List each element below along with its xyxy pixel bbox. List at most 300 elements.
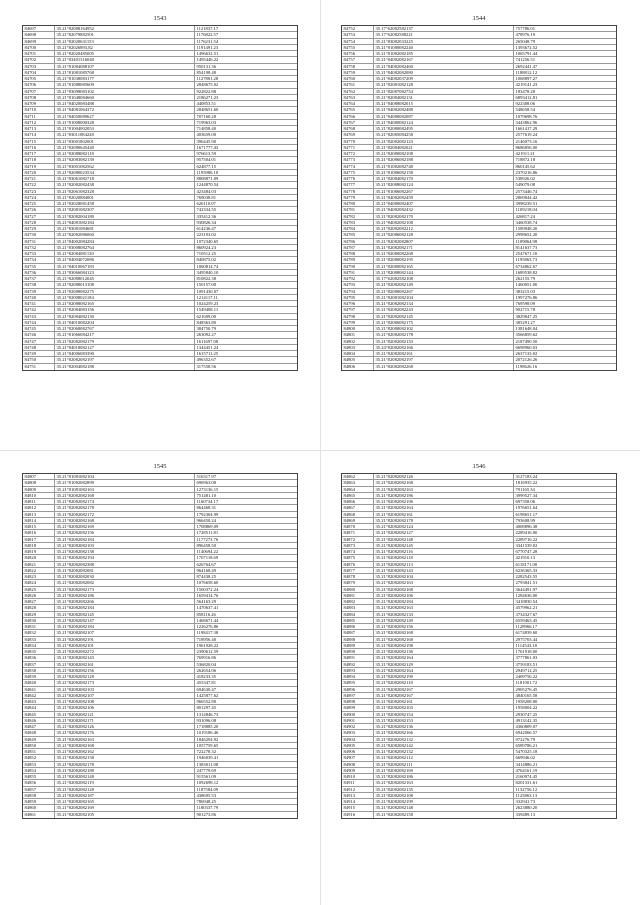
coordinate-cell: 35.21°82082082199 <box>374 674 514 679</box>
value-cell: 4008896.38 <box>515 524 538 529</box>
value-cell: 6942066.57 <box>515 730 538 736</box>
value-cell: 1997276.86 <box>515 294 538 300</box>
coordinate-cell: 35.21°82082082154 <box>374 712 514 717</box>
value-cell: 4840165.58 <box>515 692 538 698</box>
row-id-cell: 84857 <box>23 787 55 792</box>
row-id-cell: 84724 <box>23 195 55 200</box>
row-id-cell: 84845 <box>23 712 55 717</box>
row-id-cell: 84697 <box>23 26 55 31</box>
row-id-cell: 84698 <box>23 32 55 37</box>
value-cell: 1195986.10 <box>196 169 219 175</box>
value-cell: 2623880.20 <box>515 805 538 811</box>
value-cell: 922822.88 <box>196 88 217 94</box>
value-cell: 421910.13 <box>515 555 536 561</box>
value-cell: 854198.48 <box>196 69 217 75</box>
coordinate-cell: 35.21°84080082407 <box>374 201 514 206</box>
value-cell: 1072340.65 <box>196 238 219 244</box>
coordinate-cell: 35.21°82082082173 <box>55 680 195 685</box>
coordinate-cell: 35.21°82082082108 <box>55 699 195 704</box>
coordinate-cell: 35.21°82082082184 <box>55 537 195 542</box>
row-id-cell: 84729 <box>23 226 55 231</box>
row-id-cell: 84767 <box>342 120 374 125</box>
row-id-cell: 84806 <box>342 364 374 370</box>
value-cell: 1060814.74 <box>196 263 219 269</box>
value-cell: 1092698.12 <box>196 780 219 786</box>
value-cell: 1728511.81 <box>196 530 219 536</box>
row-id-cell: 84753 <box>342 32 374 37</box>
value-cell: 2187490.50 <box>515 338 538 344</box>
coordinate-cell: 35.21°82082082118 <box>374 680 514 685</box>
value-cell: 1244870.54 <box>196 182 219 188</box>
coordinate-cell: 35.21°82082082163 <box>374 487 514 492</box>
row-id-cell: 84748 <box>23 345 55 350</box>
row-id-cell: 84795 <box>342 295 374 300</box>
row-id-cell: 84740 <box>23 295 55 300</box>
coordinate-cell: 35.21°82082082163 <box>374 780 514 785</box>
row-id-cell: 84870 <box>342 524 374 529</box>
row-id-cell: 84881 <box>342 593 374 598</box>
row-id-cell: 84717 <box>23 151 55 156</box>
row-id-cell: 84891 <box>342 655 374 660</box>
data-table <box>341 473 617 819</box>
value-cell: 696963.08 <box>196 480 217 486</box>
value-cell: 1659414.76 <box>196 592 219 598</box>
coordinate-cell: 35.21°83008082764 <box>55 245 195 250</box>
row-id-cell: 84739 <box>23 289 55 294</box>
row-id-cell: 84879 <box>342 580 374 585</box>
value-cell: 2409756.22 <box>515 674 538 679</box>
value-cell: 1132756.12 <box>515 786 538 792</box>
row-id-cell: 84711 <box>23 114 55 119</box>
coordinate-cell: 35.21°82082082178 <box>374 332 514 337</box>
value-cell: 1187584.09 <box>196 786 219 792</box>
coordinate-cell: 35.21°82082082103 <box>55 687 195 692</box>
coordinate-cell: 35.21°82004082188 <box>55 364 195 370</box>
coordinate-cell: 35.21°82082082132 <box>374 737 514 742</box>
value-cell: 2949712.25 <box>515 667 538 673</box>
value-cell: 1180337.79 <box>196 805 219 811</box>
row-id-cell: 84751 <box>23 364 55 370</box>
coordinate-cell: 35.21°82020631153 <box>55 39 195 44</box>
coordinate-cell: 35.21°82088082165 <box>55 301 195 306</box>
row-id-cell: 84894 <box>342 674 374 679</box>
coordinate-cell: 35.21°82082082082 <box>55 580 195 585</box>
coordinate-cell: 35.21°82082082268 <box>374 364 514 370</box>
value-cell: 8686856.00 <box>515 144 538 150</box>
coordinate-cell: 35.21°82082082184 <box>55 605 195 610</box>
row-id-cell: 84895 <box>342 680 374 685</box>
row-id-cell: 84713 <box>23 126 55 131</box>
value-cell: 335412.36 <box>196 213 217 219</box>
value-cell: 1344451.24 <box>196 344 219 350</box>
coordinate-cell: 35.21°81088085609 <box>55 82 195 87</box>
row-id-cell: 84800 <box>342 326 374 331</box>
coordinate-cell: 35.21°82028081458 <box>55 201 195 206</box>
value-cell: 742334.55 <box>196 207 217 213</box>
row-id-cell: 84764 <box>342 101 374 106</box>
coordinate-cell: 35.21°82082082161 <box>374 699 514 704</box>
value-cell: 4579962.21 <box>515 605 538 611</box>
value-cell: 621699.00 <box>196 313 217 319</box>
value-cell: 2577619.24 <box>515 132 538 138</box>
value-cell: 1470637.41 <box>196 605 219 611</box>
value-cell: 247779.69 <box>196 767 217 773</box>
coordinate-cell: 35.21°82080082268 <box>374 251 514 256</box>
value-cell: 183478.28 <box>515 88 536 94</box>
page-number: 1544 <box>472 15 486 22</box>
row-id-cell: 84727 <box>23 214 55 219</box>
row-id-cell: 84750 <box>23 357 55 362</box>
row-id-cell: 84810 <box>23 493 55 498</box>
coordinate-cell: 35.21°82082082126 <box>374 474 514 479</box>
value-cell: 8141637.73 <box>515 244 538 250</box>
row-id-cell: 84731 <box>23 239 55 244</box>
value-cell: 1091430.07 <box>196 288 219 294</box>
coordinate-cell: 35.21°82082082143 <box>55 655 195 660</box>
coordinate-cell: 35.21°83011084228 <box>55 132 195 137</box>
coordinate-cell: 35.21°82082082197 <box>374 357 514 362</box>
value-cell: 385291.27 <box>515 319 536 325</box>
row-id-cell: 84813 <box>23 512 55 517</box>
value-cell: 3443862.96 <box>515 119 538 125</box>
table-row <box>23 812 297 818</box>
value-cell: 1079698.76 <box>515 113 538 119</box>
value-cell: 6118171.00 <box>515 561 538 567</box>
coordinate-cell: 35.21°82084082170 <box>374 176 514 181</box>
value-cell: 1019186.46 <box>196 730 219 736</box>
page-number: 1545 <box>153 463 167 470</box>
row-id-cell: 84720 <box>23 170 55 175</box>
row-id-cell: 84875 <box>342 555 374 560</box>
coordinate-cell: 35.21°82084083156 <box>55 307 195 312</box>
value-cell: 2692441.47 <box>515 63 538 69</box>
row-id-cell: 84839 <box>23 674 55 679</box>
value-cell: 2390612.59 <box>196 649 219 654</box>
coordinate-cell: 35.21°82082082194 <box>55 555 195 560</box>
value-cell: 860145.62 <box>515 163 536 169</box>
value-cell: 3418830.54 <box>515 599 538 604</box>
value-cell: 1661417.29 <box>515 126 538 131</box>
coordinate-cell: 35.21°82082082126 <box>55 724 195 729</box>
coordinate-cell: 35.17°62082582108 <box>374 276 514 281</box>
row-id-cell: 84834 <box>23 643 55 648</box>
coordinate-cell: 35.21°81086082158 <box>374 170 514 175</box>
coordinate-cell: 35.21°82082082191 <box>55 637 195 642</box>
value-cell: 707160.28 <box>196 113 217 119</box>
row-id-cell: 84836 <box>23 655 55 660</box>
coordinate-cell: 35.21°82082082147 <box>55 618 195 623</box>
row-id-cell: 84902 <box>342 724 374 729</box>
coordinate-cell: 35.21°82082082164 <box>374 655 514 660</box>
row-id-cell: 84822 <box>23 568 55 573</box>
row-id-cell: 84792 <box>342 276 374 281</box>
row-id-cell: 84746 <box>23 332 55 337</box>
value-cell: 265048.79 <box>515 38 536 44</box>
row-id-cell: 84854 <box>23 768 55 773</box>
value-cell: 1500372.24 <box>196 586 219 592</box>
value-cell: 396445.90 <box>196 138 217 144</box>
value-cell: 1198626.16 <box>515 363 538 369</box>
value-cell: 438695.53 <box>196 792 217 798</box>
row-id-cell: 84840 <box>23 680 55 685</box>
coordinate-cell: 35.21°82080082108 <box>374 151 514 156</box>
row-id-cell: 84885 <box>342 618 374 623</box>
coordinate-cell: 35.21°81080082240 <box>374 45 514 50</box>
row-id-cell: 84865 <box>342 493 374 498</box>
value-cell: 1615711.25 <box>196 351 219 356</box>
value-cell: 1068897.27 <box>515 76 538 81</box>
coordinate-cell: 35.21°82082082116 <box>374 549 514 554</box>
value-cell: 1109218.04 <box>515 207 538 213</box>
row-id-cell: 84742 <box>23 307 55 312</box>
row-id-cell: 84841 <box>23 687 55 692</box>
row-id-cell: 84884 <box>342 612 374 617</box>
value-cell: 791165.34 <box>515 486 535 492</box>
value-cell: 1846294.92 <box>196 736 219 742</box>
coordinate-cell: 35.21°82082082178 <box>55 505 195 510</box>
coordinate-cell: 35.21°82079882501 <box>55 32 195 37</box>
page-number: 1546 <box>472 463 486 470</box>
row-id-cell: 84899 <box>342 705 374 710</box>
value-cell: 2072126.26 <box>515 357 538 363</box>
coordinate-cell: 35.21°82086082175 <box>374 320 514 325</box>
coordinate-cell: 35.21°81082082899 <box>55 480 195 485</box>
coordinate-cell: 35.21°82082082145 <box>55 612 195 617</box>
row-id-cell: 84785 <box>342 232 374 237</box>
row-id-cell: 84722 <box>23 182 55 187</box>
value-cell: 317558.56 <box>196 363 217 369</box>
row-id-cell: 84715 <box>23 139 55 144</box>
coordinate-cell: 35.21°82082082129 <box>374 662 514 667</box>
coordinate-cell: 35.21°82082082124 <box>374 524 514 529</box>
row-id-cell: 84777 <box>342 182 374 187</box>
row-id-cell: 84878 <box>342 574 374 579</box>
coordinate-cell: 35.21°82082082149 <box>374 282 514 287</box>
row-id-cell: 84910 <box>342 774 374 779</box>
coordinate-cell: 35.17°62082588221 <box>374 32 514 37</box>
coordinate-cell: 35.21°82081082128 <box>374 82 514 87</box>
coordinate-cell: 35.21°82082082186 <box>374 493 514 498</box>
data-table <box>22 25 298 371</box>
coordinate-cell: 35.21°82082082199 <box>374 799 514 804</box>
coordinate-cell: 35.21°82082082163 <box>374 580 514 585</box>
coordinate-cell: 35.21°82080645440 <box>55 145 195 150</box>
coordinate-cell: 35.21°82082082148 <box>374 805 514 810</box>
value-cell: 6198651.17 <box>515 511 538 517</box>
coordinate-cell: 35.21°82082082169 <box>55 524 195 529</box>
row-id-cell: 84786 <box>342 239 374 244</box>
coordinate-cell: 35.21°82082082145 <box>374 314 514 319</box>
row-id-cell: 84912 <box>342 787 374 792</box>
value-cell: 332941.73 <box>515 799 536 804</box>
row-id-cell: 84820 <box>23 555 55 560</box>
value-cell: 1460051.00 <box>515 282 538 288</box>
value-cell: 3777861.03 <box>515 655 538 661</box>
value-cell: 1468671.44 <box>196 617 219 623</box>
value-cell: 536820.04 <box>196 661 217 667</box>
value-cell: 1140694.22 <box>196 549 219 554</box>
coordinate-cell: 35.21°82082082171 <box>55 718 195 723</box>
value-cell: 1976651.64 <box>515 505 538 511</box>
row-id-cell: 84827 <box>23 599 55 604</box>
row-id-cell: 84770 <box>342 139 374 144</box>
value-cell: 966552.80 <box>196 699 217 704</box>
row-id-cell: 84760 <box>342 76 374 81</box>
coordinate-cell: 35.21°82061082328 <box>55 189 195 194</box>
coordinate-cell: 35.21°82082082168 <box>55 518 195 523</box>
value-cell: 922308.06 <box>515 101 536 106</box>
value-cell: 8201331.61 <box>515 780 538 786</box>
coordinate-cell: 35.21°82080023534 <box>55 170 195 175</box>
row-id-cell: 84855 <box>23 774 55 779</box>
value-cell: 1611697.08 <box>196 338 219 344</box>
coordinate-cell: 35.21°82082082438 <box>55 182 195 187</box>
value-cell: 3759183.51 <box>515 661 538 667</box>
row-id-cell: 84710 <box>23 107 55 112</box>
value-cell: 1671777.43 <box>196 144 219 150</box>
coordinate-cell: 35.21°82082082133 <box>374 612 514 617</box>
coordinate-cell: 35.21°82082082168 <box>374 480 514 485</box>
row-id-cell: 84888 <box>342 637 374 642</box>
coordinate-cell: 35.21°82082082138 <box>55 549 195 554</box>
coordinate-cell: 35.21°82081082104 <box>374 295 514 300</box>
row-id-cell: 84774 <box>342 164 374 169</box>
value-cell: 3999527.34 <box>515 492 538 498</box>
value-cell: 6770747.28 <box>515 549 538 554</box>
value-cell: 2869844.42 <box>515 194 538 200</box>
coordinate-cell: 35.21°84002084284 <box>55 239 195 244</box>
row-id-cell: 84783 <box>342 220 374 225</box>
coordinate-cell: 35.21°81004002053 <box>55 126 195 131</box>
value-cell: 6734862.67 <box>515 263 538 269</box>
row-id-cell: 84719 <box>23 164 55 169</box>
row-id-cell: 84915 <box>342 805 374 810</box>
value-cell: 1214117.11 <box>196 294 218 300</box>
value-cell: 403659.00 <box>196 132 217 138</box>
value-cell: 1689538.82 <box>515 269 538 275</box>
value-cell: 1195863.73 <box>515 257 538 263</box>
row-id-cell: 84780 <box>342 201 374 206</box>
value-cell: 1383011.08 <box>196 761 219 767</box>
coordinate-cell: 35.21°82082082184 <box>55 624 195 629</box>
row-id-cell: 84712 <box>23 120 55 125</box>
row-id-cell: 84703 <box>23 64 55 69</box>
coordinate-cell: 35.21°82082082174 <box>55 499 195 504</box>
coordinate-cell: 35.21°82086082188 <box>374 157 514 162</box>
value-cell: 874438.25 <box>196 574 217 579</box>
coordinate-cell: 35.21°82082082168 <box>55 743 195 748</box>
coordinate-cell: 35.21°82082082148 <box>55 774 195 779</box>
value-cell: 1718885.20 <box>196 724 219 729</box>
row-id-cell: 84844 <box>23 705 55 710</box>
value-cell: 564163.29 <box>196 599 217 604</box>
row-id-cell: 84803 <box>342 345 374 350</box>
table-row <box>342 364 616 370</box>
row-id-cell: 84904 <box>342 737 374 742</box>
coordinate-cell: 35.21°81081085768 <box>55 70 195 75</box>
coordinate-cell: 35.21°82088164952 <box>55 26 195 31</box>
value-cell: 339489.13 <box>515 811 536 817</box>
coordinate-cell: 35.21°82082082148 <box>374 537 514 542</box>
coordinate-cell: 35.21°82082082167 <box>374 687 514 692</box>
row-id-cell: 84893 <box>342 668 374 673</box>
coordinate-cell: 35.21°84082082459 <box>374 195 514 200</box>
row-id-cell: 84747 <box>23 339 55 344</box>
row-id-cell: 84887 <box>342 630 374 635</box>
coordinate-cell: 35.21°82082082107 <box>55 630 195 635</box>
row-id-cell: 84808 <box>23 480 55 485</box>
coordinate-cell: 35.21°84080082087 <box>374 114 514 119</box>
value-cell: 1946039.41 <box>196 755 219 761</box>
value-cell: 2289416.00 <box>515 530 538 536</box>
value-cell: 1024259.23 <box>196 301 219 306</box>
row-id-cell: 84814 <box>23 518 55 523</box>
coordinate-cell: 35.21°81081082104 <box>55 474 195 479</box>
value-cell: 6698960.03 <box>515 344 538 350</box>
coordinate-cell: 35.21°84004072086 <box>55 257 195 262</box>
row-id-cell: 84825 <box>23 587 55 592</box>
coordinate-cell: 35.21°82082082169 <box>374 768 514 773</box>
value-cell: 6589786.21 <box>515 742 538 748</box>
coordinate-cell: 35.21°82088082144 <box>374 270 514 275</box>
row-id-cell: 84707 <box>23 89 55 94</box>
value-cell: 3644491.97 <box>515 586 538 592</box>
value-cell: 669946.02 <box>515 755 536 761</box>
row-id-cell: 84732 <box>23 245 55 250</box>
row-id-cell: 84835 <box>23 649 55 654</box>
row-id-cell: 84749 <box>23 351 55 356</box>
row-id-cell: 84799 <box>342 320 374 325</box>
row-id-cell: 84823 <box>23 574 55 579</box>
coordinate-cell: 35.21°82082082807 <box>374 239 514 244</box>
value-cell: 383215.03 <box>515 288 536 294</box>
value-cell: 840875.02 <box>196 257 217 263</box>
coordinate-cell: 35.21°82082082156 <box>55 668 195 673</box>
coordinate-cell: 35.21°82082082133 <box>374 339 514 344</box>
coordinate-cell: 35.21°82082082123 <box>374 139 514 144</box>
row-id-cell: 84818 <box>23 543 55 548</box>
row-id-cell: 84782 <box>342 214 374 219</box>
value-cell: 455347.81 <box>196 680 217 686</box>
row-id-cell: 84824 <box>23 580 55 585</box>
row-id-cell: 84754 <box>342 39 374 44</box>
row-id-cell: 84798 <box>342 314 374 319</box>
row-id-cell: 84811 <box>23 499 55 504</box>
value-cell: 516317.97 <box>196 474 217 479</box>
value-cell: 2186271.23 <box>196 94 219 100</box>
row-id-cell: 84756 <box>342 51 374 56</box>
row-id-cell: 84876 <box>342 562 374 567</box>
coordinate-cell: 35.21°82082082172 <box>55 512 195 517</box>
value-cell: 3734327.67 <box>515 611 538 617</box>
value-cell: 915561.09 <box>196 774 217 779</box>
row-id-cell: 84755 <box>342 45 374 50</box>
value-cell: 6236365.33 <box>515 567 538 573</box>
row-id-cell: 84752 <box>342 26 374 31</box>
coordinate-cell: 35.21°82082082170 <box>374 214 514 219</box>
value-cell: 1176822.57 <box>196 32 219 38</box>
row-id-cell: 84828 <box>23 605 55 610</box>
value-cell: 3495840.10 <box>196 269 219 275</box>
coordinate-cell: 35.21°82020485005 <box>55 51 195 56</box>
coordinate-cell: 35.21°81084088107 <box>55 64 195 69</box>
coordinate-cell: 35.21°82082082103 <box>55 543 195 548</box>
value-cell: 1109864.98 <box>515 238 538 244</box>
row-id-cell: 84737 <box>23 276 55 281</box>
coordinate-cell: 35.21°82082004180 <box>55 214 195 219</box>
value-cell: 1198417.38 <box>196 630 219 636</box>
coordinate-cell: 35.21°84082082108 <box>374 220 514 225</box>
